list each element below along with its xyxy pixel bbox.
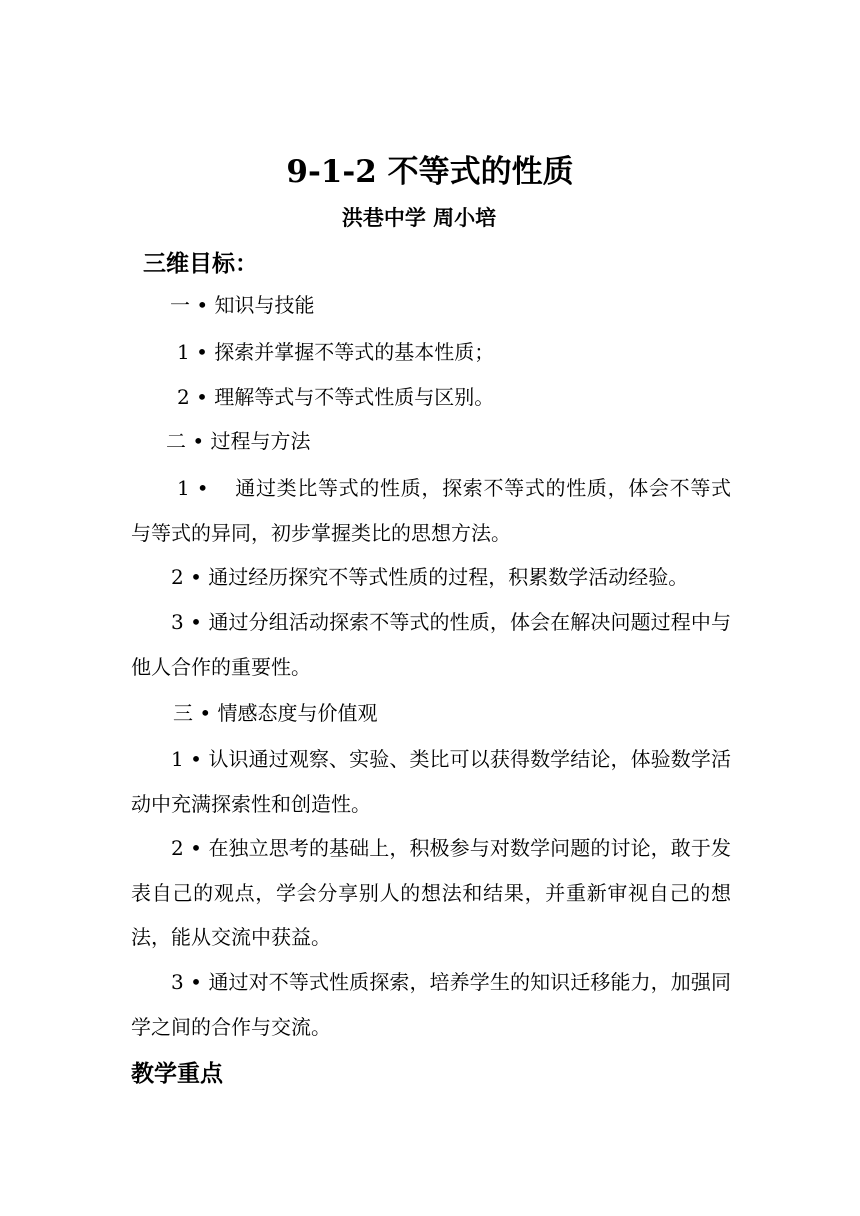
- part2-item-1: [131, 466, 731, 555]
- part1-item-1: 1 • 探索并掌握不等式的基本性质；: [177, 340, 495, 364]
- part1-heading: 一 • 知识与技能: [170, 293, 315, 317]
- goals-heading: 三维目标：: [143, 250, 258, 277]
- document-title: 9-1-2 不等式的性质: [286, 154, 574, 190]
- part2-heading: 二 • 过程与方法: [166, 429, 311, 453]
- part3-item-2: 2 • 在独立思考的基础上，积极参与对数学问题的讨论，敢于发表自己的观点，学会分享别人的想法和结果，并重新审视自己的想法，能从交流中获益。: [131, 836, 731, 949]
- part2-item-2: 2 • 通过经历探究不等式性质的过程，积累数学活动经验。: [171, 565, 689, 589]
- part1-item-2: 2 • 理解等式与不等式性质与区别。: [177, 385, 495, 409]
- key-points-heading: 教学重点: [131, 1060, 223, 1087]
- part2-item-1-number: 1 •: [177, 476, 209, 500]
- part2-item-3: 3 • 通过分组活动探索不等式的性质，体会在解决问题过程中与他人合作的重要性。: [131, 610, 731, 679]
- part3-item-3: 3 • 通过对不等式性质探索，培养学生的知识迁移能力，加强同学之间的合作与交流。: [131, 970, 731, 1039]
- document-author: 洪巷中学 周小培: [341, 205, 497, 230]
- part3-heading: 三 • 情感态度与价值观: [173, 701, 378, 725]
- part3-item-1: 1 • 认识通过观察、实验、类比可以获得数学结论，体验数学活动中充满探索性和创造性。: [131, 747, 731, 816]
- part2-item-1-text: 通过类比等式的性质，探索不等式的性质，体会不等式与等式的异同，初步掌握类比的思想方法。: [131, 476, 732, 545]
